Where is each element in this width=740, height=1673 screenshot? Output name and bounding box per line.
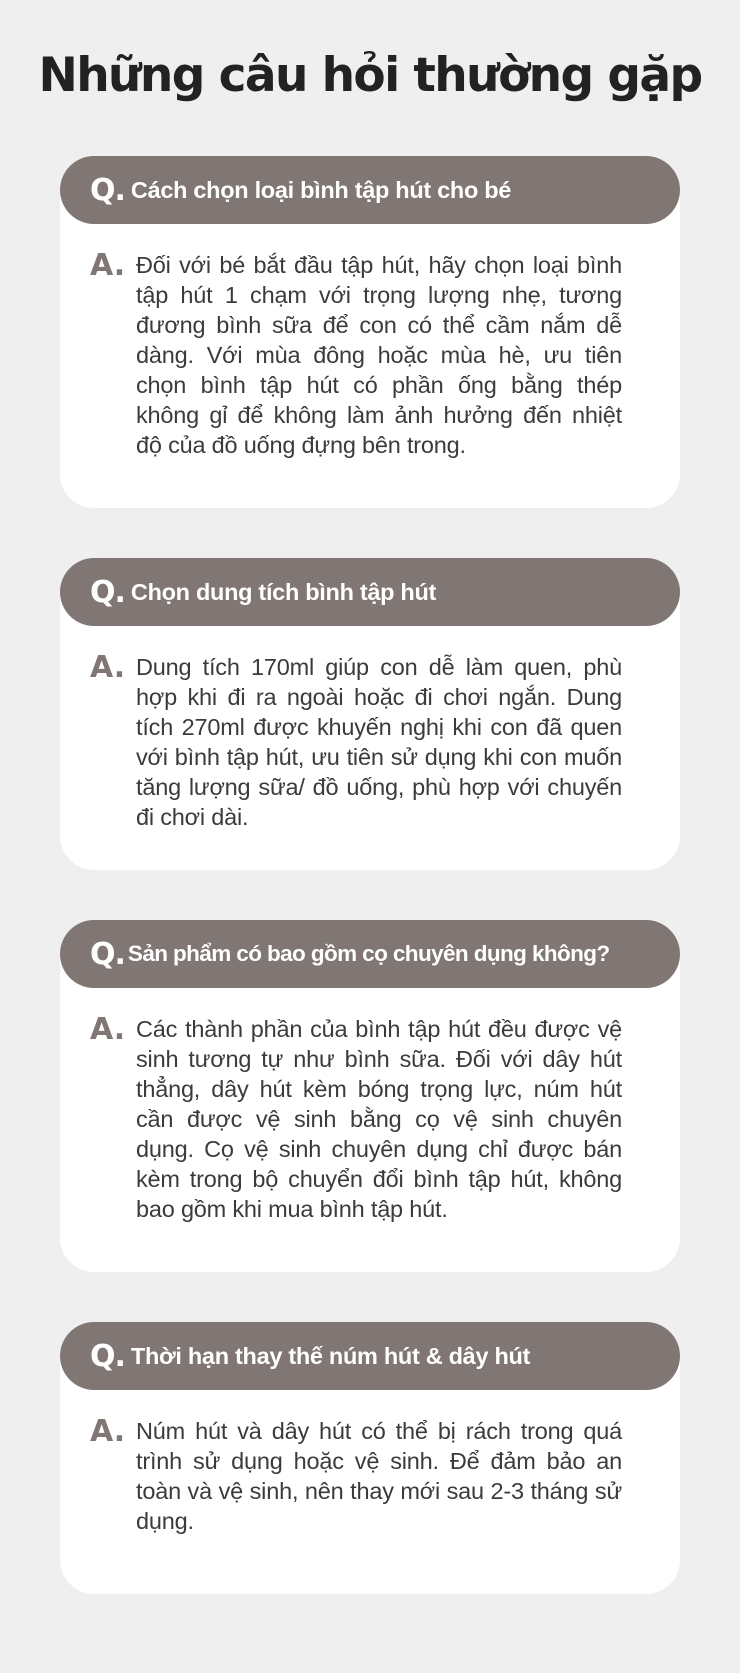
faq-answer — [60, 224, 680, 460]
question-text: Cách chọn loại bình tập hút cho bé — [130, 176, 512, 203]
answer-mark: A. — [90, 1012, 126, 1047]
faq-answer — [60, 988, 680, 1224]
answer-mark: A. — [90, 650, 126, 685]
faq-answer — [60, 1390, 680, 1536]
faq-card-4 — [60, 1322, 680, 1594]
question-mark: Q. — [90, 936, 125, 972]
faq-question-bar[interactable] — [60, 558, 680, 626]
question-text: Sản phẩm có bao gồm cọ chuyên dụng không? — [127, 941, 610, 966]
faq-card-1 — [60, 156, 680, 508]
faq-question-bar[interactable] — [60, 920, 680, 988]
faq-answer — [60, 626, 680, 832]
answer-mark: A. — [90, 1414, 126, 1449]
page-title: Những câu hỏi thường gặp — [38, 48, 702, 103]
question-text: Chọn dung tích bình tập hút — [130, 578, 437, 605]
faq-card-3 — [60, 920, 680, 1272]
answer-text: Dung tích 170ml giúp con dễ làm quen, phù hợp khi đi ra ngoài hoặc đi chơi ngắn. Dung tích 270ml được khuyến nghị khi con đã quen với bình tập hút, ưu tiên sử dụng khi con muốn tăng lượng sữa/ đồ uống, phù hợp với chuyến đi chơi dài. — [136, 654, 622, 830]
question-mark: Q. — [90, 1338, 125, 1374]
faq-question-bar[interactable] — [60, 156, 680, 224]
answer-text: Núm hút và dây hút có thể bị rách trong quá trình sử dụng hoặc vệ sinh. Để đảm bảo an toàn và vệ sinh, nên thay mới sau 2-3 tháng sử dụng. — [136, 1418, 622, 1534]
question-text: Thời hạn thay thế núm hút & dây hút — [130, 1342, 531, 1369]
answer-text: Các thành phần của bình tập hút đều được vệ sinh tương tự như bình sữa. Đối với dây hút thẳng, dây hút kèm bóng trọng lực, núm hút cần được vệ sinh bằng cọ vệ sinh chuyên dụng. Cọ vệ sinh chuyên dụng chỉ được bán kèm trong bộ chuyển đổi bình tập hút, không bao gồm khi mua bình tập hút. — [136, 1016, 622, 1222]
faq-card-2 — [60, 558, 680, 870]
faq-question-bar[interactable] — [60, 1322, 680, 1390]
question-mark: Q. — [90, 574, 125, 610]
answer-text: Đối với bé bắt đầu tập hút, hãy chọn loại bình tập hút 1 chạm với trọng lượng nhẹ, tương đương bình sữa để con có thể cầm nắm dễ dàng. Với mùa đông hoặc mùa hè, ưu tiên chọn bình tập hút có phần ống bằng thép không gỉ để không làm ảnh hưởng đến nhiệt độ của đồ uống đựng bên trong. — [136, 252, 622, 458]
question-mark: Q. — [90, 172, 125, 208]
answer-mark: A. — [90, 248, 126, 283]
